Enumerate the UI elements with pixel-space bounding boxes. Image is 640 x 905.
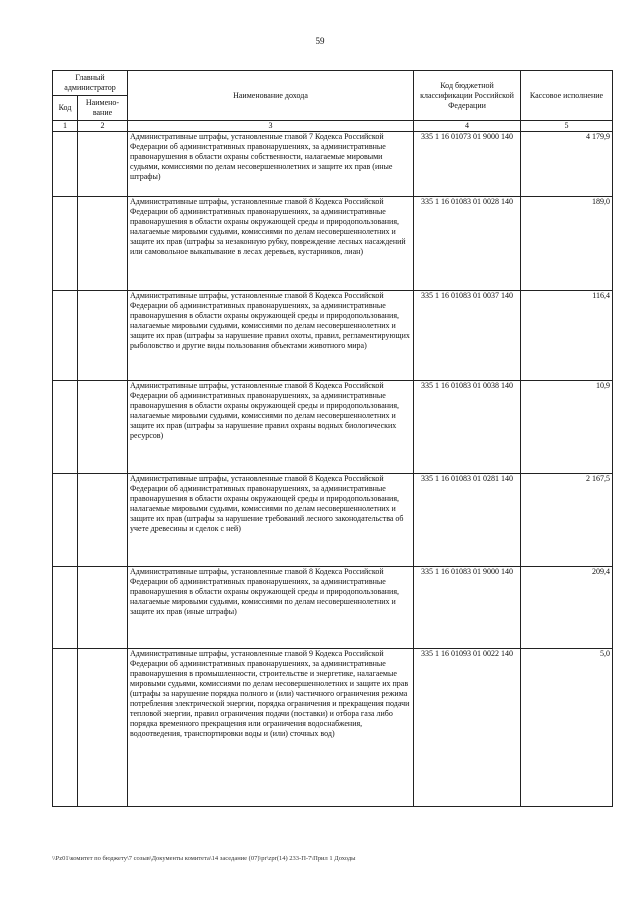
row-kbk: 335 1 16 01083 01 0281 140 bbox=[414, 474, 521, 567]
row-code bbox=[53, 197, 78, 291]
row-kbk: 335 1 16 01083 01 0037 140 bbox=[414, 291, 521, 381]
table-row bbox=[53, 474, 613, 567]
column-numbers-row bbox=[53, 121, 613, 132]
table-row bbox=[53, 197, 613, 291]
footer-file-path: \\Pz01\комитет по бюджету\7 созыв\Документы комитета\14 заседание (07)\pr\zpr(14) 233-П-7\Прил 1 Доходы bbox=[52, 855, 356, 862]
column-number: 3 bbox=[128, 121, 414, 132]
row-amount: 10,9 bbox=[521, 381, 613, 474]
row-admin-name bbox=[78, 381, 128, 474]
row-amount: 116,4 bbox=[521, 291, 613, 381]
row-code bbox=[53, 567, 78, 649]
row-admin-name bbox=[78, 291, 128, 381]
row-amount: 209,4 bbox=[521, 567, 613, 649]
row-amount: 189,0 bbox=[521, 197, 613, 291]
table-row bbox=[53, 381, 613, 474]
row-kbk: 335 1 16 01083 01 0028 140 bbox=[414, 197, 521, 291]
row-kbk: 335 1 16 01083 01 0038 140 bbox=[414, 381, 521, 474]
row-code bbox=[53, 474, 78, 567]
row-amount: 2 167,5 bbox=[521, 474, 613, 567]
row-description: Административные штрафы, установленные главой 7 Кодекса Российской Федерации об административных правонарушениях, за административные правонарушения в области охраны собственности, налагаемые мировыми судьями, комиссиями по делам несовершеннолетних и защите их прав (иные штрафы) bbox=[128, 132, 414, 197]
row-description: Административные штрафы, установленные главой 8 Кодекса Российской Федерации об административных правонарушениях, за административные правонарушения в области охраны окружающей среды и природопользования, налагаемые мировыми судьями, комиссиями по делам несовершеннолетних и защите их прав (штрафы за незаконную рубку, повреждение лесных насаждений или самовольное выкапывание в лесах деревьев, кустарников, лиан) bbox=[128, 197, 414, 291]
header-cash-execution: Кассовое исполнение bbox=[521, 71, 613, 121]
row-description: Административные штрафы, установленные главой 8 Кодекса Российской Федерации об административных правонарушениях, за административные правонарушения в области охраны окружающей среды и природопользования, налагаемые мировыми судьями, комиссиями по делам несовершеннолетних и защите их прав (иные штрафы) bbox=[128, 567, 414, 649]
row-kbk: 335 1 16 01073 01 9000 140 bbox=[414, 132, 521, 197]
income-table bbox=[52, 70, 613, 807]
row-admin-name bbox=[78, 197, 128, 291]
page-number: 59 bbox=[315, 36, 325, 46]
row-description: Административные штрафы, установленные главой 8 Кодекса Российской Федерации об административных правонарушениях, за административные правонарушения в области охраны окружающей среды и природопользования, налагаемые мировыми судьями, комиссиями по делам несовершеннолетних и защите их прав (штрафы за нарушение требований лесного законодательства об учете древесины и сделок с ней) bbox=[128, 474, 414, 567]
row-admin-name bbox=[78, 567, 128, 649]
row-amount: 4 179,9 bbox=[521, 132, 613, 197]
row-code bbox=[53, 291, 78, 381]
header-budget-code: Код бюджетной классификации Российской Федерации bbox=[414, 71, 521, 121]
row-description: Административные штрафы, установленные главой 8 Кодекса Российской Федерации об административных правонарушениях, за административные правонарушения в области охраны окружающей среды и природопользования, налагаемые мировыми судьями, комиссиями по делам несовершеннолетних и защите их прав (штрафы за нарушение правил охраны водных биологических ресурсов) bbox=[128, 381, 414, 474]
row-admin-name bbox=[78, 649, 128, 807]
header-code: Код bbox=[53, 96, 78, 121]
row-description: Административные штрафы, установленные главой 8 Кодекса Российской Федерации об административных правонарушениях, за административные правонарушения в области охраны окружающей среды и природопользования, налагаемые мировыми судьями, комиссиями по делам несовершеннолетних и защите их прав (штрафы за нарушение правил охоты, правил, регламентирующих рыболовство и другие виды пользования объектами животного мира) bbox=[128, 291, 414, 381]
column-number: 1 bbox=[53, 121, 78, 132]
column-number: 4 bbox=[414, 121, 521, 132]
table-row bbox=[53, 567, 613, 649]
column-number: 2 bbox=[78, 121, 128, 132]
table-row bbox=[53, 291, 613, 381]
header-income-name: Наименование дохода bbox=[128, 71, 414, 121]
table-row bbox=[53, 649, 613, 807]
row-admin-name bbox=[78, 474, 128, 567]
header-main-admin: Главный администратор bbox=[53, 71, 128, 96]
row-amount: 5,0 bbox=[521, 649, 613, 807]
row-kbk: 335 1 16 01083 01 9000 140 bbox=[414, 567, 521, 649]
column-number: 5 bbox=[521, 121, 613, 132]
row-code bbox=[53, 381, 78, 474]
row-description: Административные штрафы, установленные главой 9 Кодекса Российской Федерации об административных правонарушениях, за административные правонарушения в промышленности, строительстве и энергетике, налагаемые мировыми судьями, комиссиями по делам несовершеннолетних и защите их прав (штрафы за нарушение порядка полного и (или) частичного ограничения режима потребления электрической энергии, порядка ограничения и прекращения подачи тепловой энергии, правил ограничения подачи (поставки) и отбора газа либо порядка временного прекращения или ограничения водоснабжения, водоотведения, транспортировки воды и (или) сточных вод) bbox=[128, 649, 414, 807]
row-kbk: 335 1 16 01093 01 0022 140 bbox=[414, 649, 521, 807]
row-admin-name bbox=[78, 132, 128, 197]
row-code bbox=[53, 132, 78, 197]
table-row bbox=[53, 132, 613, 197]
header-name-short: Наимено-вание bbox=[78, 96, 128, 121]
row-code bbox=[53, 649, 78, 807]
